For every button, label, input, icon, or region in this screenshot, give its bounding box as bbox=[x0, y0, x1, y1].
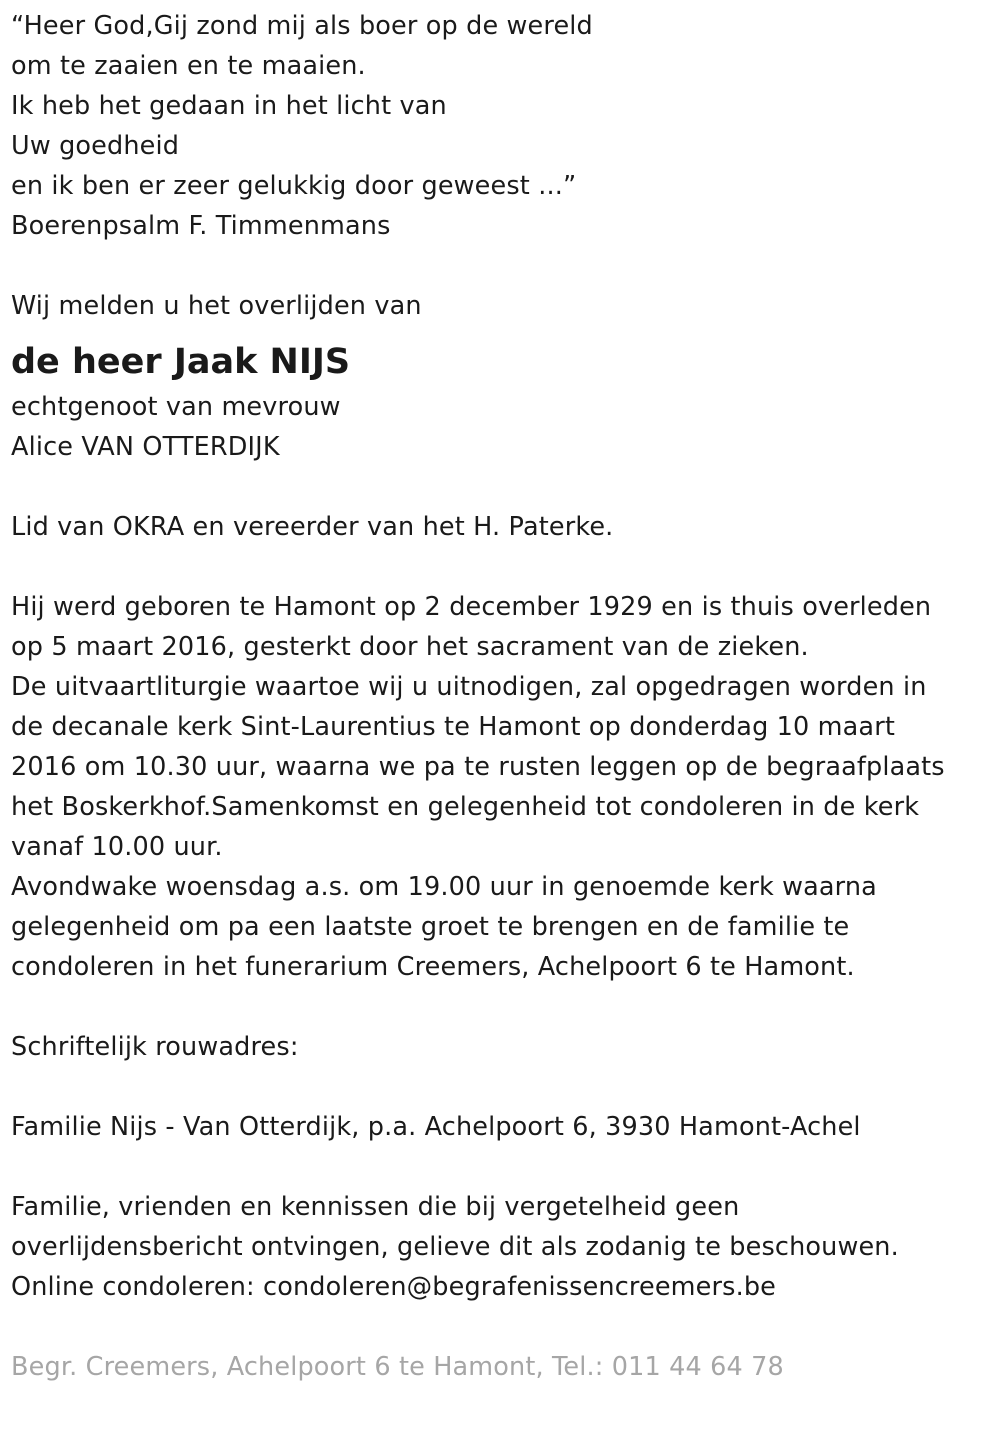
details-line: het Boskerkhof.Samenkomst en gelegenheid tot condoleren in de kerk bbox=[11, 792, 920, 822]
details-line: Avondwake woensdag a.s. om 19.00 uur in genoemde kerk waarna bbox=[11, 872, 877, 902]
quote-line: Uw goedheid bbox=[11, 131, 180, 161]
mourning-address: Familie Nijs - Van Otterdijk, p.a. Achelpoort 6, 3930 Hamont-Achel bbox=[11, 1112, 861, 1142]
spacer bbox=[11, 467, 986, 507]
details-paragraph bbox=[11, 587, 986, 987]
details-line: de decanale kerk Sint-Laurentius te Hamont op donderdag 10 maart bbox=[11, 712, 895, 742]
details-line: Hij werd geboren te Hamont op 2 december 1929 en is thuis overleden bbox=[11, 592, 932, 622]
quote-block bbox=[11, 6, 986, 246]
online-condolence-line: Online condoleren: condoleren@begrafenissencreemers.be bbox=[11, 1272, 776, 1302]
details-line: gelegenheid om pa een laatste groet te brengen en de familie te bbox=[11, 912, 850, 942]
quote-line: om te zaaien en te maaien. bbox=[11, 51, 366, 81]
closing-line: overlijdensbericht ontvingen, gelieve dit als zodanig te beschouwen. bbox=[11, 1232, 899, 1262]
spacer bbox=[11, 987, 986, 1027]
quote-line: “Heer God,Gij zond mij als boer op de wereld bbox=[11, 11, 593, 41]
details-line: condoleren in het funerarium Creemers, Achelpoort 6 te Hamont. bbox=[11, 952, 855, 982]
spouse-line: Alice VAN OTTERDIJK bbox=[11, 432, 280, 462]
details-line: 2016 om 10.30 uur, waarna we pa te rusten leggen op de begraafplaats bbox=[11, 752, 945, 782]
address-heading: Schriftelijk rouwadres: bbox=[11, 1032, 299, 1062]
closing-line: Familie, vrienden en kennissen die bij vergetelheid geen bbox=[11, 1192, 740, 1222]
quote-line: en ik ben er zeer gelukkig door geweest ...” bbox=[11, 171, 577, 201]
spacer bbox=[11, 1307, 986, 1347]
details-line: De uitvaartliturgie waartoe wij u uitnodigen, zal opgedragen worden in bbox=[11, 672, 927, 702]
quote-line: Ik heb het gedaan in het licht van bbox=[11, 91, 447, 121]
spacer bbox=[11, 246, 986, 286]
spouse-line: echtgenoot van mevrouw bbox=[11, 392, 341, 422]
membership-text: Lid van OKRA en vereerder van het H. Paterke. bbox=[11, 512, 614, 542]
closing-paragraph bbox=[11, 1187, 986, 1307]
quote-attribution: Boerenpsalm F. Timmenmans bbox=[11, 211, 391, 241]
spacer bbox=[11, 1067, 986, 1107]
deceased-name: de heer Jaak NIJS bbox=[11, 342, 351, 382]
details-line: op 5 maart 2016, gesterkt door het sacrament van de zieken. bbox=[11, 632, 809, 662]
spacer bbox=[11, 547, 986, 587]
details-line: vanaf 10.00 uur. bbox=[11, 832, 223, 862]
funeral-home-footer: Begr. Creemers, Achelpoort 6 te Hamont, Tel.: 011 44 64 78 bbox=[11, 1352, 784, 1382]
announcement-text: Wij melden u het overlijden van bbox=[11, 291, 422, 321]
spouse-block bbox=[11, 387, 986, 467]
obituary-notice bbox=[11, 6, 986, 1387]
spacer bbox=[11, 1147, 986, 1187]
